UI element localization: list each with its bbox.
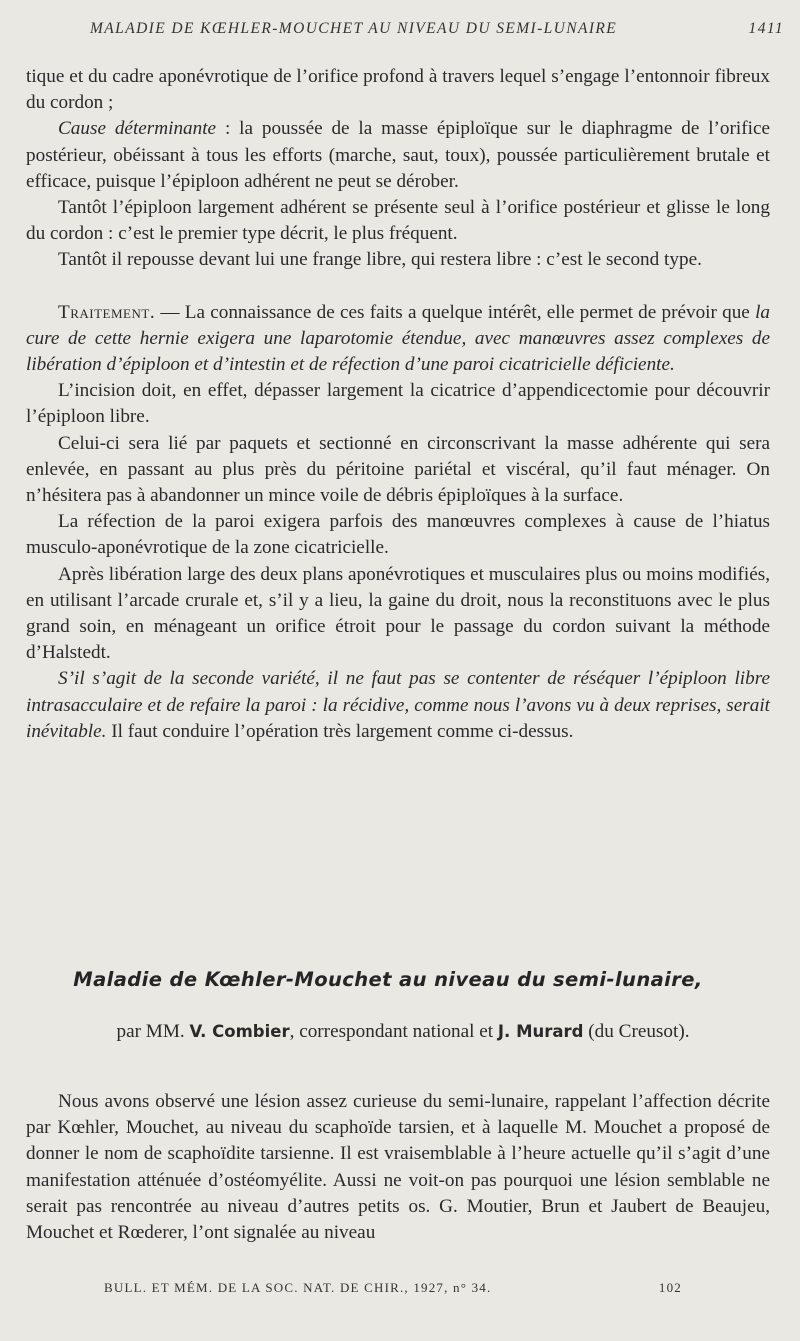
- byline-suffix: (du Creusot).: [583, 1021, 690, 1042]
- section-gap: [26, 274, 770, 300]
- paragraph: L’incision doit, en effet, dépasser largement la cicatrice d’appendicectomie pour découvrir l’épiploon libre.: [26, 380, 770, 428]
- page-number: 1411: [748, 20, 784, 37]
- running-head: [90, 20, 784, 38]
- author-name: J. Murard: [497, 1022, 584, 1041]
- paragraph-text: : la poussée de la masse épiploïque sur le diaphragme de l’orifice postérieur, obéissant à tous les efforts (marche, saut, toux), poussée particulièrement brutale et efficace, puisque l’épiploon adhérent ne peut se dérober.: [26, 118, 770, 192]
- byline-middle: , correspondant national et: [289, 1021, 498, 1042]
- italic-text: S’il s’agit de la seconde variété, il ne faut pas se contenter de réséquer l’épiploon libre intrasacculaire et de refaire la paroi : la récidive, comme nous l’avons vu à deux reprises, serait inévitable.: [26, 668, 770, 742]
- paragraph-text: — La connaissance de ces faits a quelque intérêt, elle permet de prévoir que: [155, 301, 756, 323]
- paragraph: tique et du cadre aponévrotique de l’orifice profond à travers lequel s’engage l’entonnoir fibreux du cordon ;: [26, 66, 770, 114]
- author-name: V. Combier: [189, 1022, 290, 1041]
- journal-citation: BULL. ET MÉM. DE LA SOC. NAT. DE CHIR., 1927, n° 34.: [104, 1280, 492, 1295]
- paragraph: Celui-ci sera lié par paquets et sectionné en circonscrivant la masse adhérente qui sera enlevée, en passant au plus près du péritoine pariétal et viscéral, qu’il faut ménager. On n’hésitera pas à abandonner un mince voile de débris épiploïques à la surface.: [26, 432, 770, 507]
- paragraph: [26, 116, 770, 195]
- paragraph: [26, 666, 770, 745]
- paragraph: Nous avons observé une lésion assez curieuse du semi-lunaire, rappelant l’affection décrite par Kœhler, Mouchet, au niveau du scaphoïde tarsien, et à laquelle M. Mouchet a proposé de donner le nom de scaphoïdite tarsienne. Il est vraisemblable à l’heure actuelle qu’il s’agit d’une manifestation atténuée d’ostéomyélite. Aussi ne voit-on pas pourquoi une lésion semblable ne serait pas rencontrée au niveau d’autres petits os. G. Moutier, Brun et Jaubert de Beaujeu, Mouchet et Rœderer, l’ont signalée au niveau: [26, 1091, 770, 1244]
- paragraph: La réfection de la paroi exigera parfois des manœuvres complexes à cause de l’hiatus musculo-aponévrotique de la zone cicatricielle.: [26, 511, 770, 559]
- section-heading: Traitement.: [58, 301, 156, 323]
- paragraph: Après libération large des deux plans aponévrotiques et musculaires plus ou moins modifiés, en utilisant l’arcade crurale et, s’il y a lieu, la gaine du droit, nous la reconstituons avec le plus grand soin, en ménageant un orifice étroit pour le passage du cordon suivant la méthode d’Halstedt.: [26, 563, 770, 664]
- paragraph: [26, 300, 770, 379]
- paragraph-text: Il faut conduire l’opération très largement comme ci-dessus.: [106, 720, 574, 742]
- sheet-number: 102: [658, 1280, 682, 1295]
- main-text: [26, 64, 770, 745]
- paragraph: Tantôt l’épiploon largement adhérent se présente seul à l’orifice postérieur et glisse le long du cordon : c’est le premier type décrit, le plus fréquent.: [26, 197, 770, 245]
- paragraph: Tantôt il repousse devant lui une frange libre, qui restera libre : c’est le second type.: [58, 249, 702, 271]
- page-footer: [104, 1280, 682, 1296]
- byline: [26, 1021, 780, 1043]
- italic-text: la cure de cette hernie exigera une laparotomie étendue, avec manœuvres assez complexes de libération d’épiploon et d’intestin et de réfection d’une paroi cicatricielle déficiente.: [26, 301, 770, 376]
- byline-prefix: par MM.: [116, 1021, 190, 1042]
- article-body: [26, 1089, 770, 1246]
- article-title: Maladie de Kœhler-Mouchet au niveau du semi-lunaire,: [73, 968, 703, 991]
- running-head-title: MALADIE DE KŒHLER-MOUCHET AU NIVEAU DU SEMI-LUNAIRE: [90, 20, 618, 37]
- italic-label: Cause déterminante: [58, 118, 217, 140]
